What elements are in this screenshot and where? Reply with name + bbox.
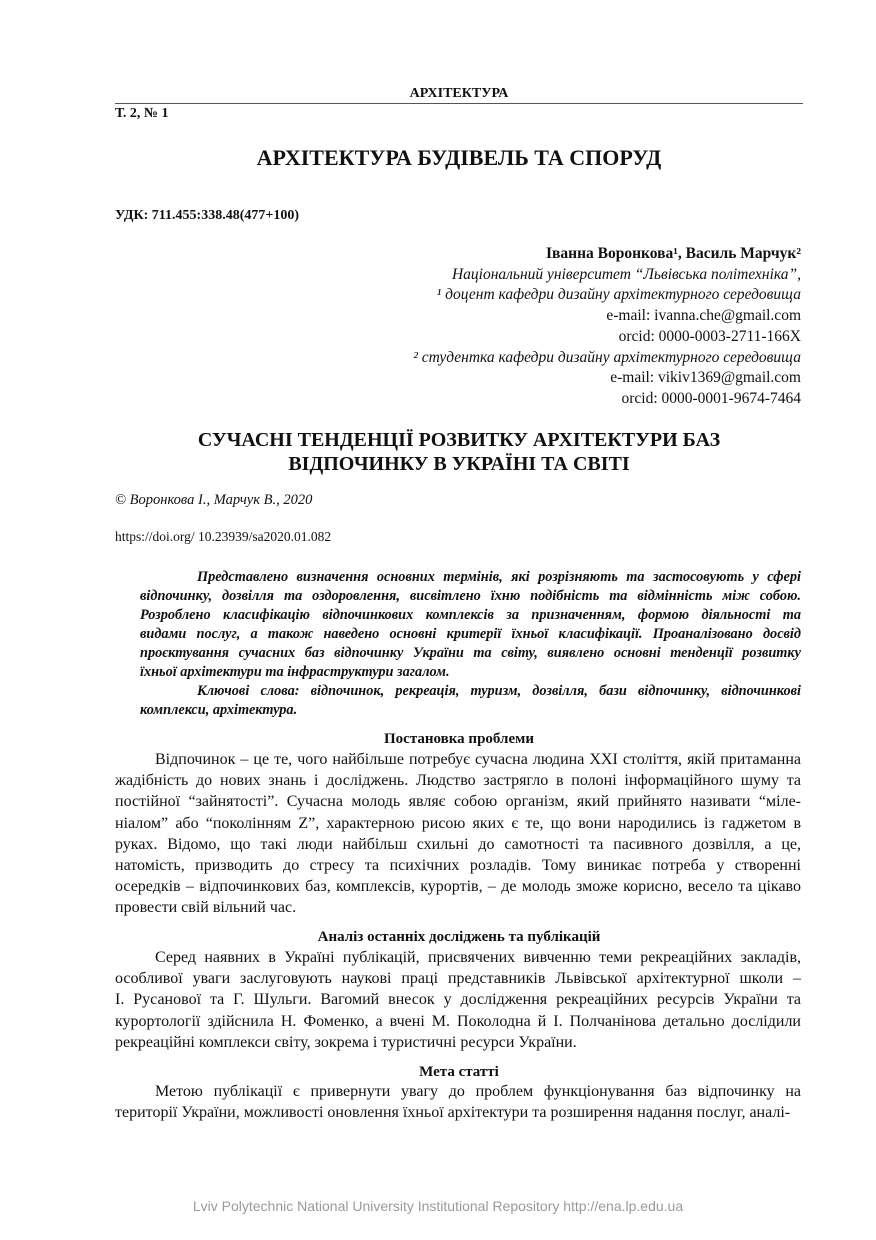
text-line: території України, можливості оновлення їхньої архітектури та розширення надання послуг, аналі- bbox=[115, 1104, 791, 1122]
text-line: руках. Відомо, що такі люди найбільш схильні до самотності та пасивного дозвілля, а це, bbox=[115, 835, 801, 853]
repository-footer: Lviv Polytechnic National University Institutional Repository http://ena.lp.edu.ua bbox=[192, 1198, 684, 1214]
text-line: рекреаційні комплекси світу, зокрема і туристичні ресурси України. bbox=[115, 1033, 577, 1051]
section-body bbox=[115, 749, 801, 919]
author1-role: ¹ доцент кафедри дизайну архітектурного середовища bbox=[436, 286, 801, 304]
section-body bbox=[115, 947, 801, 1053]
text-line: осередків – відпочинкових баз, комплексів, курортів, – де молодь зможе корисно, весело та цікаво bbox=[115, 878, 801, 896]
text-line: жадібність до нових знань і досліджень. Людство застрягло в полоні інформаційного шуму та bbox=[115, 772, 801, 790]
volume-number: Т. 2, № 1 bbox=[115, 106, 169, 121]
doi-link[interactable]: https://doi.org/ 10.23939/sa2020.01.082 bbox=[115, 529, 332, 544]
text-line: Розроблено класифікацію відпочинкових комплексів за призначенням, формою діяльності та bbox=[140, 607, 801, 623]
author-names: Іванна Воронкова¹, Василь Марчук² bbox=[546, 245, 801, 262]
text-line: Відпочинок – це те, чого найбільше потребує сучасна людина XXI століття, якій притаманна bbox=[155, 751, 801, 768]
author1-orcid: orcid: 0000-0003-2711-166X bbox=[618, 327, 801, 345]
article-title-line: СУЧАСНІ ТЕНДЕНЦІЇ РОЗВИТКУ АРХІТЕКТУРИ БАЗ bbox=[197, 429, 721, 451]
copyright: © Воронкова І., Марчук В., 2020 bbox=[115, 492, 313, 508]
text-line: проєктування сучасних баз відпочинку України та світу, виявлено основні тенденції розвитку bbox=[140, 645, 801, 661]
author2-email[interactable]: e-mail: vikiv1369@gmail.com bbox=[610, 369, 801, 387]
article-title bbox=[115, 428, 803, 476]
article-title-line: ВІДПОЧИНКУ В УКРАЇНІ ТА СВІТІ bbox=[288, 453, 630, 475]
text-line: їхньої архітектури та інфраструктури загалом. bbox=[140, 664, 450, 680]
text-line: комплекси, архітектура. bbox=[140, 702, 298, 718]
section-heading: Постановка проблеми bbox=[384, 731, 534, 747]
text-line: видами послуг, а також наведено основні критерії їхньої класифікації. Проаналізовано досвід bbox=[140, 626, 801, 642]
author-block bbox=[413, 244, 801, 410]
section-body bbox=[115, 1081, 801, 1123]
author2-role: ² студентка кафедри дизайну архітектурного середовища bbox=[413, 348, 801, 366]
affiliation: Національний університет “Львівська політехніка”, bbox=[451, 265, 801, 283]
text-line: відпочинку, дозвілля та оздоровлення, висвітлено їхню подібність та відмінність між собою. bbox=[140, 588, 801, 604]
udk-code: УДК: 711.455:338.48(477+100) bbox=[115, 208, 299, 223]
header-rule bbox=[115, 103, 803, 104]
author2-orcid: orcid: 0000-0001-9674-7464 bbox=[621, 389, 801, 407]
section-title: АРХІТЕКТУРА БУДІВЕЛЬ ТА СПОРУД bbox=[256, 145, 662, 170]
author1-email[interactable]: e-mail: ivanna.che@gmail.com bbox=[606, 307, 801, 325]
journal-section-header: АРХІТЕКТУРА bbox=[409, 86, 509, 101]
text-line: натомість, призводить до стресу та психічних розладів. Тому виникає потреба у створенні bbox=[115, 857, 801, 875]
text-line: провести свій вільний час. bbox=[115, 899, 297, 917]
text-line: Серед наявних в Україні публікацій, присвячених вивченню теми рекреаційних закладів, bbox=[155, 949, 801, 966]
text-line: Метою публікації є привернути увагу до проблем функціонування баз відпочинку на bbox=[155, 1083, 801, 1100]
text-line: Представлено визначення основних термінів, які розрізняють та застосовують у сфері bbox=[197, 569, 801, 585]
text-line: постійної “зайнятості”. Сучасна молодь являє собою організм, який прийнято називати “міле- bbox=[115, 793, 801, 811]
text-line: курортології здійснила Н. Фоменко, а вчені М. Поколодна й І. Полчанінова детально дослідили bbox=[115, 1012, 801, 1030]
text-line: І. Русанової та Г. Шульги. Вагомий внесок у дослідження рекреаційних ресурсів України та bbox=[115, 991, 801, 1009]
text-line: Ключові слова: відпочинок, рекреація, туризм, дозвілля, бази відпочинку, відпочинкові bbox=[197, 683, 801, 699]
text-line: особливої уваги заслуговують наукові праці представників Львівської архітектурної школи – bbox=[115, 970, 801, 988]
section-heading: Мета статті bbox=[419, 1064, 499, 1080]
abstract bbox=[140, 568, 801, 720]
text-line: ніалом” або “поколінням Z”, характерною рисою яких є те, що вони народились із гаджетом в bbox=[115, 814, 801, 832]
section-heading: Аналіз останніх досліджень та публікацій bbox=[317, 929, 601, 945]
